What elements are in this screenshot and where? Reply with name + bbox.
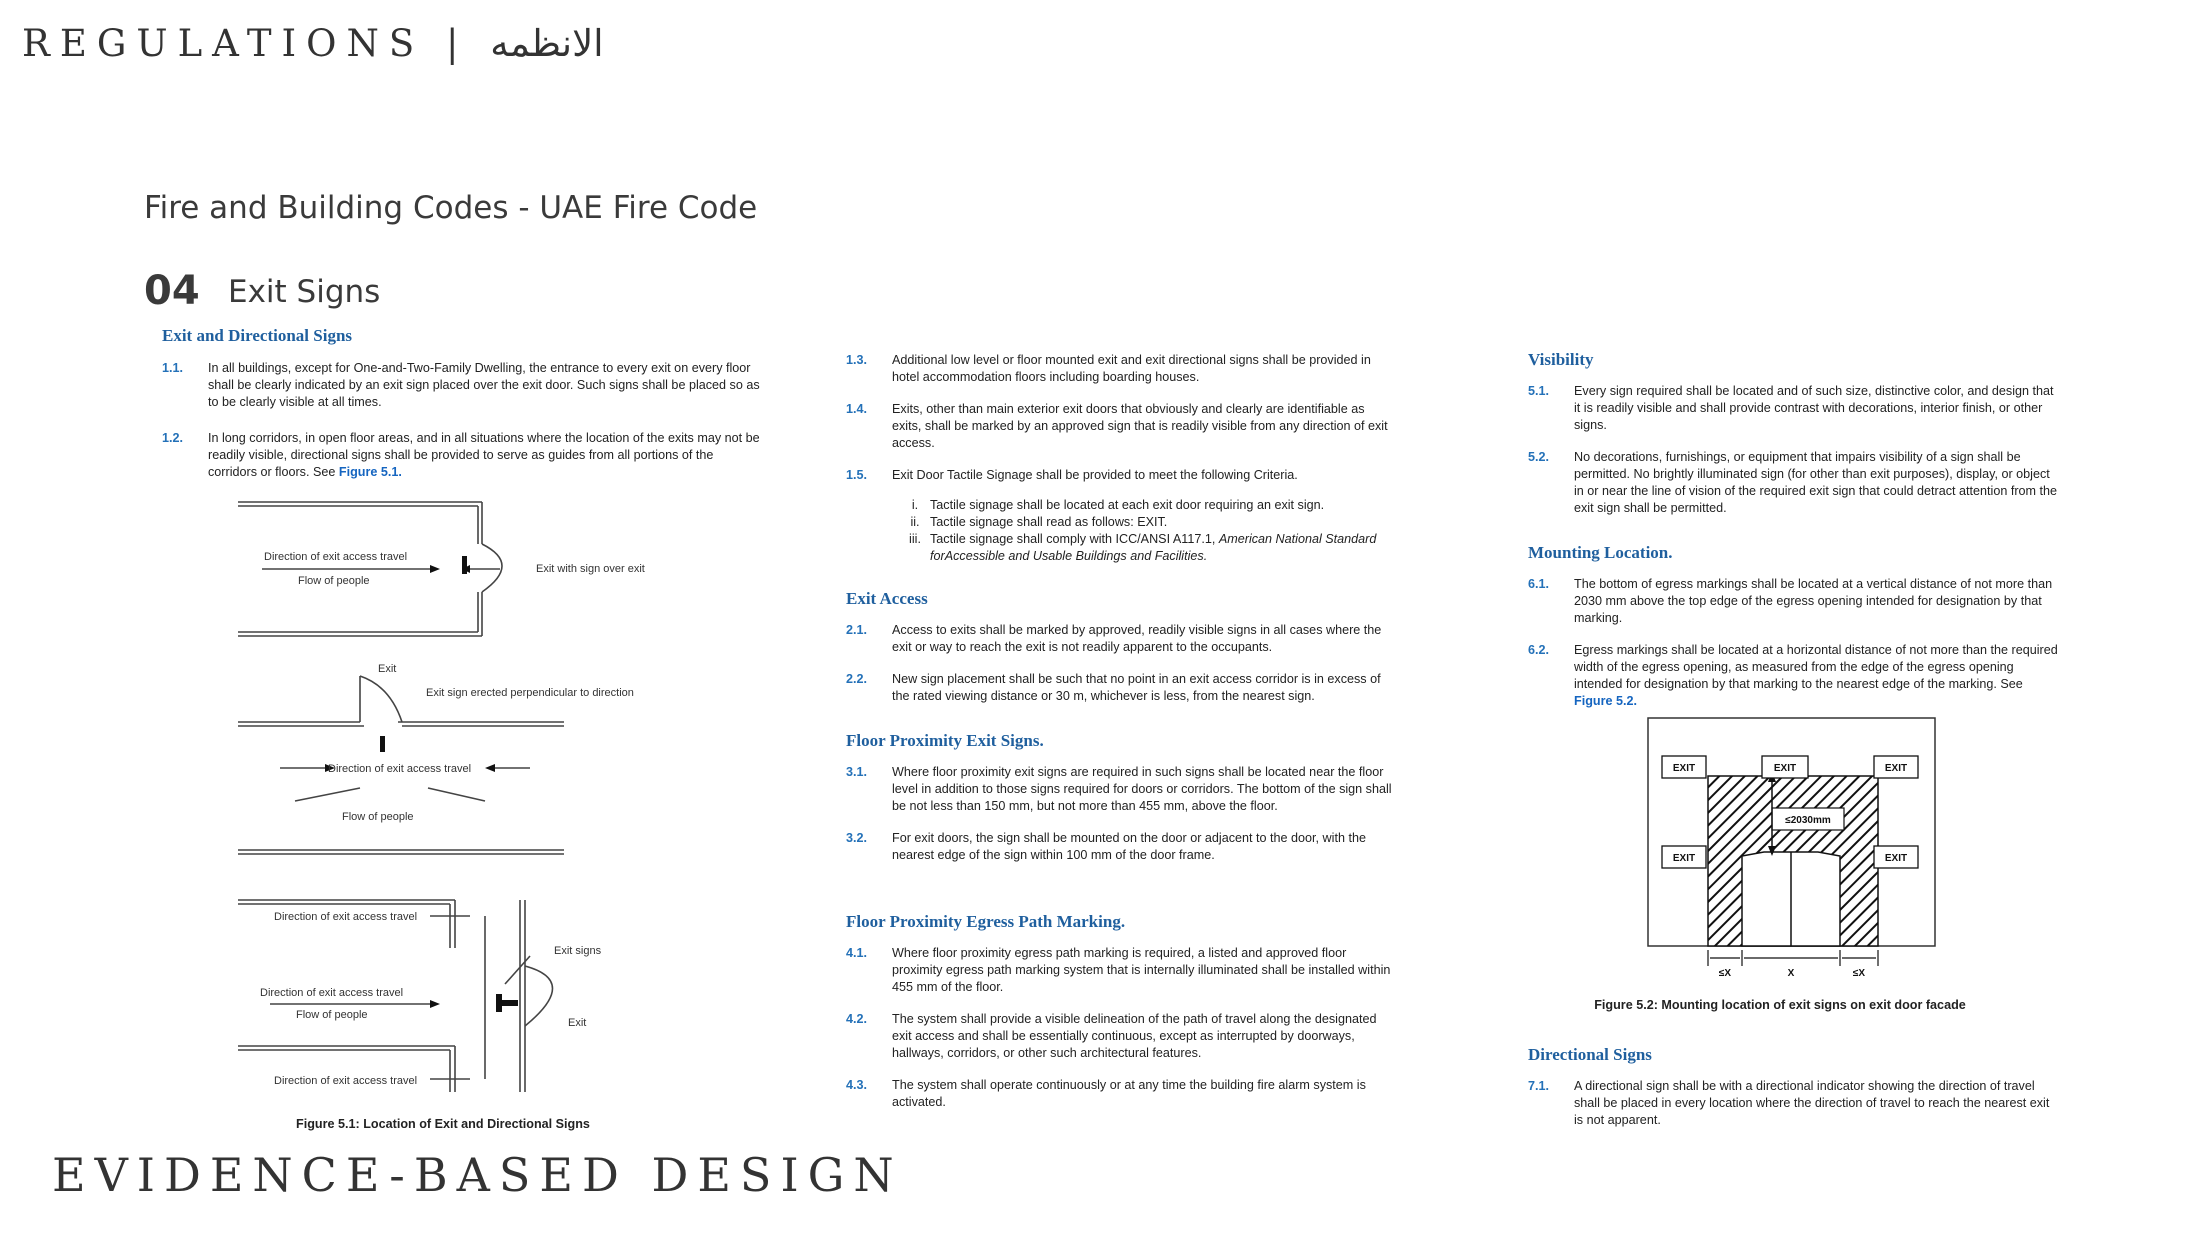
sub-item-i <box>900 497 1396 514</box>
exit-sign-top-left: EXIT <box>1672 763 1696 774</box>
clause-text: The system shall provide a visible delineation of the path of travel along the designated exit access and shall be essentially continuous, except as interrupted by doorways, hallways, corridors, or other such architectural features. <box>892 1012 1377 1060</box>
clause-1-4 <box>846 401 1396 452</box>
heading-mounting-location: Mounting Location. <box>1528 543 1673 562</box>
clause-text: The system shall operate continuously or at any time the building fire alarm system is activated. <box>892 1078 1366 1109</box>
d3-exit-signs-label: Exit signs <box>554 945 602 957</box>
clause-number: 6.1. <box>1528 577 1550 591</box>
d3-direction-mid-label: Direction of exit access travel <box>260 987 404 999</box>
heading-exit-access: Exit Access <box>846 589 928 608</box>
clause-7-1 <box>1528 1078 2058 1129</box>
clause-4-3 <box>846 1077 1396 1111</box>
clause-text: New sign placement shall be such that no point in an exit access corridor is in excess of the rated viewing distance or 30 m, whichever is less, from the nearest sign. <box>892 672 1381 703</box>
clause-number: 3.2. <box>846 831 868 845</box>
d2-flow-label: Flow of people <box>342 811 414 823</box>
figure-5-1-link[interactable]: Figure 5.1. <box>338 465 402 479</box>
heading-directional-signs: Directional Signs <box>1528 1045 1652 1064</box>
d3-exit-label: Exit <box>568 1017 587 1029</box>
clause-text <box>208 430 762 481</box>
clause-text: Additional low level or floor mounted exit and exit directional signs shall be provided in hotel accommodation floors including boarding houses. <box>892 353 1371 384</box>
d3-flow-label: Flow of people <box>296 1009 368 1021</box>
clause-text-body: Egress markings shall be located at a horizontal distance of not more than the required width of the egress opening, as measured from the edge of the egress opening intended for designation by that marking to the nearest edge of the marking. See <box>1574 643 2058 691</box>
clause-5-1 <box>1528 383 2058 434</box>
figure-5-2-caption: Figure 5.2: Mounting location of exit signs on exit door facade <box>1594 998 1966 1012</box>
page-title: Fire and Building Codes - UAE Fire Code <box>144 190 758 226</box>
clause-3-2 <box>846 830 1396 864</box>
dimension-2030mm: ≤2030mm <box>1785 815 1831 826</box>
clause-text: A directional sign shall be with a directional indicator showing the direction of travel shall be placed in every location where the direction of travel to reach the nearest exit is not apparent. <box>1574 1079 2050 1127</box>
clause-text-body: In long corridors, in open floor areas, and in all situations where the location of the exits may not be readily visible, directional signs shall be provided to serve as guides from all portions of the corridors or floors. See <box>208 431 760 479</box>
evidence-based-design-footer: EVIDENCE-BASED DESIGN <box>52 1148 903 1202</box>
d3-direction-bottom-label: Direction of exit access travel <box>274 1075 418 1087</box>
clause-number: 1.4. <box>846 402 868 416</box>
d1-direction-label: Direction of exit access travel <box>264 551 408 563</box>
figure-5-1-diagrams <box>230 496 645 1096</box>
clause-4-2 <box>846 1011 1396 1062</box>
clause-number: 5.2. <box>1528 450 1550 464</box>
sub-item-ii <box>900 514 1396 531</box>
clause-text: The bottom of egress markings shall be located at a vertical distance of not more than 2030 mm above the top edge of the egress opening intended for designation by that marking. <box>1574 577 2053 625</box>
clause-number: 6.2. <box>1528 643 1550 657</box>
clause-number: 4.1. <box>846 946 868 960</box>
sub-text-body: Tactile signage shall comply with ICC/ANSI A117.1, <box>930 532 1219 546</box>
clause-number: 3.1. <box>846 765 868 779</box>
dimension-x-middle: X <box>1787 968 1795 979</box>
section-number: 04 <box>144 268 200 314</box>
clause-text: Exit Door Tactile Signage shall be provided to meet the following Criteria. <box>892 468 1298 482</box>
clause-number: 1.3. <box>846 353 868 367</box>
column-exit-access-and-floor-proximity <box>846 352 1396 1111</box>
clause-3-1 <box>846 764 1396 815</box>
heading-visibility: Visibility <box>1528 350 1594 369</box>
clause-6-1 <box>1528 576 2058 627</box>
clause-text: Where floor proximity exit signs are required in such signs shall be located near the floor level in addition to those signs required for doors or corridors. The bottom of the sign shall be not less than 150 mm, but not more than 455 mm, above the floor. <box>892 765 1392 813</box>
column-visibility-mounting <box>1528 350 2058 710</box>
d2-perpendicular-label: Exit sign erected perpendicular to direction <box>426 687 634 699</box>
clause-1-3 <box>846 352 1396 386</box>
clause-1-1 <box>162 360 762 411</box>
sub-number: ii. <box>910 515 920 529</box>
clause-text: Access to exits shall be marked by approved, readily visible signs in all cases where the exit or way to reach the exit is not readily apparent to the occupants. <box>892 623 1382 654</box>
clause-text: No decorations, furnishings, or equipment that impairs visibility of a sign shall be permitted. No brightly illuminated sign (for other than exit purposes), display, or object in or near the line of vision of the required exit sign that could detract attention from the exit sign shall be permitted. <box>1574 450 2058 515</box>
sub-text-italic: American National Standard forAccessible and Usable Buildings and Facilities. <box>930 532 1377 563</box>
clause-number: 4.3. <box>846 1078 868 1092</box>
heading-egress-path-marking: Floor Proximity Egress Path Marking. <box>846 912 1126 931</box>
clause-1-2 <box>162 430 762 481</box>
clause-2-1 <box>846 622 1396 656</box>
clause-6-2 <box>1528 642 2058 710</box>
d1-flow-label: Flow of people <box>298 575 370 587</box>
clause-text: For exit doors, the sign shall be mounted on the door or adjacent to the door, with the nearest edge of the sign within 100 mm of the door frame. <box>892 831 1366 862</box>
clause-number: 5.1. <box>1528 384 1550 398</box>
clause-text: Exits, other than main exterior exit doors that obviously and clearly are identifiable as exits, shall be marked by an approved sign that is readily visible from any direction of exit access. <box>892 402 1388 450</box>
figure-5-1-caption: Figure 5.1: Location of Exit and Directional Signs <box>296 1117 590 1131</box>
clause-number: 2.1. <box>846 623 868 637</box>
clause-number: 1.2. <box>162 431 184 445</box>
sub-number: i. <box>911 498 919 512</box>
clause-number: 7.1. <box>1528 1079 1550 1093</box>
clause-text <box>1574 642 2058 710</box>
figure-5-2-link[interactable]: Figure 5.2. <box>1574 694 1637 708</box>
sub-number: iii. <box>909 532 921 546</box>
directional-signs-block <box>1528 1045 2058 1129</box>
exit-sign-top-right: EXIT <box>1884 763 1908 774</box>
figure-5-2-diagram <box>1640 714 1940 980</box>
clause-1-5 <box>846 467 1396 484</box>
dimension-x-left: ≤X <box>1718 968 1732 979</box>
section-title: Exit Signs <box>228 274 381 310</box>
column-exit-directional-signs <box>162 326 762 481</box>
sub-text: Tactile signage shall read as follows: EXIT. <box>930 515 1168 529</box>
clause-4-1 <box>846 945 1396 996</box>
clause-number: 4.2. <box>846 1012 868 1026</box>
heading-exit-directional-signs: Exit and Directional Signs <box>162 326 353 345</box>
sub-item-iii <box>900 531 1396 565</box>
d2-direction-label: Direction of exit access travel <box>328 763 472 775</box>
sub-text <box>930 531 1396 565</box>
heading-floor-proximity-exit-signs: Floor Proximity Exit Signs. <box>846 731 1044 750</box>
exit-sign-top-center: EXIT <box>1773 763 1797 774</box>
exit-sign-bottom-left: EXIT <box>1672 853 1696 864</box>
sub-text: Tactile signage shall be located at each exit door requiring an exit sign. <box>930 498 1325 512</box>
clause-2-2 <box>846 671 1396 705</box>
dimension-x-right: ≤X <box>1852 968 1866 979</box>
exit-sign-bottom-right: EXIT <box>1884 853 1908 864</box>
clause-number: 1.5. <box>846 468 868 482</box>
d1-exit-sign-label: Exit with sign over exit <box>536 563 645 575</box>
d2-exit-label: Exit <box>378 663 397 675</box>
clause-text: In all buildings, except for One-and-Two-Family Dwelling, the entrance to every exit on every floor shall be clearly indicated by an exit sign placed over the exit door. Such signs shall be placed so as to be clearly visible at all times. <box>208 361 760 409</box>
regulations-header: REGULATIONS | الانظمه <box>22 22 604 65</box>
d3-direction-top-label: Direction of exit access travel <box>274 911 418 923</box>
clause-text: Every sign required shall be located and of such size, distinctive color, and design that it is readily visible and shall provide contrast with decorations, interior finish, or other signs. <box>1574 384 2054 432</box>
clause-number: 1.1. <box>162 361 184 375</box>
clause-number: 2.2. <box>846 672 868 686</box>
clause-text: Where floor proximity egress path marking is required, a listed and approved floor proximity egress path marking system that is internally illuminated shall be installed within 455 mm of the floor. <box>892 946 1391 994</box>
clause-5-2 <box>1528 449 2058 517</box>
